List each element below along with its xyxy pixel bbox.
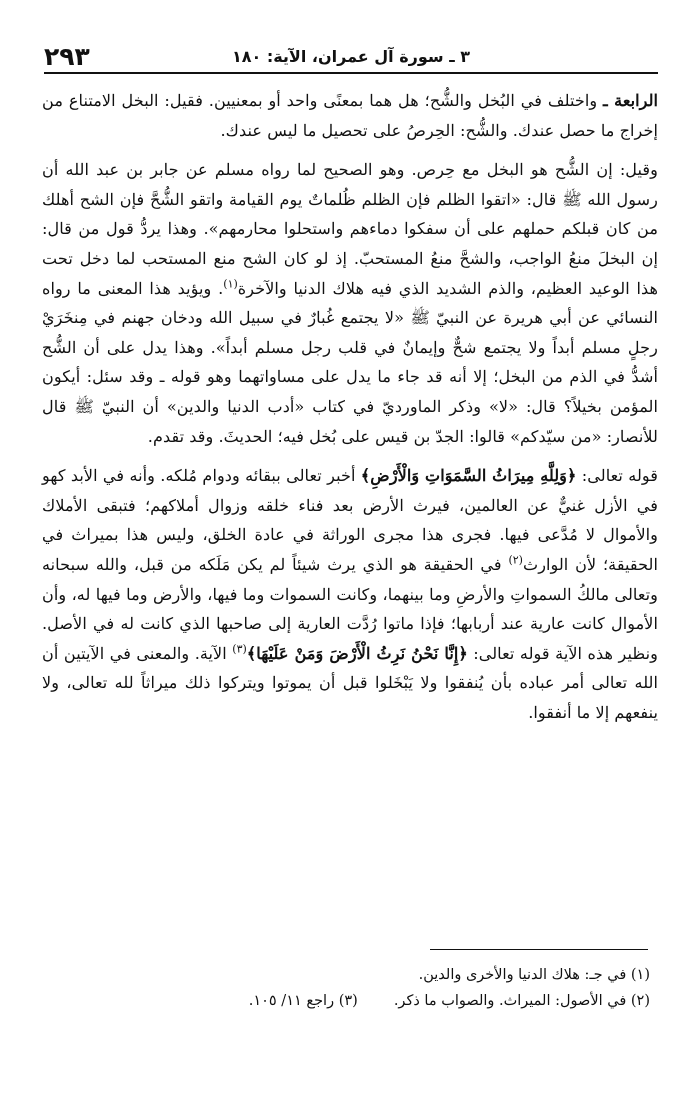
paragraph-text: . ويؤيد هذا المعنى ما رواه النسائي عن أبي هريرة عن النبيّ ﷺ «لا يجتمع غُبارٌ في سبيل الله ودخان جهنم في مِنخَرَيْ رجلٍ مسلم أبداً ولا يجتمع شحٌّ وإيمانٌ في قلب رجل مسلم أبداً». وهذا يدل على أن الشُّح أشدُّ في الذم من البخل؛ إلا أنه قد جاء ما يدل على مساواتهما وهو قوله ـ وقد سئل: أيكون المؤمن بخيلاً؟ قال: «لا» وذكر الماورديّ في كتاب «أدب الدنيا والدين» أن النبيّ ﷺ قال للأنصار: «من سيّدكم» قالوا: الجدّ بن قيس على بُخل فيه؛ الحديثَ. وقد تقدم.: [42, 278, 658, 446]
paragraph-text: قوله تعالى:: [576, 466, 658, 486]
footnote-reference-2: (٢): [508, 553, 523, 567]
section-lead: الرابعة ـ: [603, 91, 659, 110]
page-header: [44, 42, 658, 74]
footnote-divider: [430, 949, 648, 950]
footnote-reference-1: (١): [223, 277, 238, 291]
footnote-reference-3: (٣): [232, 642, 247, 656]
page-number: ٢٩٣: [44, 42, 90, 71]
running-title: ٣ ـ سورة آل عمران، الآية: ١٨٠: [231, 47, 471, 66]
footnote-row: [42, 988, 650, 1014]
main-text: [42, 86, 658, 727]
paragraph-text: واختلف في البُخل والشُّح؛ هل هما بمعنًى واحد أو بمعنيين. فقيل: البخل الامتناع من إخراج ما حصل عندك. والشُّح: الحِرصُ على تحصيل ما ليس عندك.: [42, 91, 658, 140]
paragraph-text: أخبر تعالى ببقائه ودوام مُلكه. وأنه في الأبد كهو في الأزل غنيٌّ عن العالمين، فيرث الأرض بعد فناء خلقه وزوال أملاكهم؛ فتبقى الأملاك والأموال لا مُدَّعى فيها. فجرى هذا مجرى الوراثة في عادة الخلق، وليس هذا بميراث في الحقيقة؛ لأن الوارث: [42, 466, 658, 574]
quran-verse: ﴿وَلِلَّهِ مِيرَاثُ السَّمَوَاتِ وَالْأَرْضِ﴾: [360, 466, 577, 486]
footnote-2: (٢) في الأصول: الميراث. والصواب ما ذكر.: [393, 993, 650, 1009]
paragraph-inheritance: [42, 461, 658, 727]
quran-verse: ﴿إِنَّا نَحْنُ نَرِثُ الْأَرْضَ وَمَنْ عَلَيْهَا﴾: [246, 643, 468, 663]
paragraph-text: الآية. والمعنى في الآيتين أن الله تعالى أمر عباده بأن يُنفقوا ولا يَبْخَلوا قبل أن يموتوا ويتركوا ذلك ميراثاً لله تعالى، ولا ينفعهم إلا ما أنفقوا.: [42, 643, 658, 722]
footnotes: [42, 962, 650, 1014]
footnote-3: (٣) راجع ١١/ ١٠٥.: [248, 993, 358, 1009]
paragraph-text: وقيل: إن الشُّح هو البخل مع حِرص. وهو الصحيح لما رواه مسلم عن جابر بن عبد الله أن رسول الله ﷺ قال: «اتقوا الظلم فإن الظلم ظُلماتٌ يوم القيامة واتقو الشُّحَّ فإن الشح أهلك من كان قبلكم حملهم على أن سفكوا دماءهم واستحلوا محارمهم». وهذا يردُّ قول من قال: إن البخلَ منعُ الواجب، والشحَّ منعُ المستحبّ. إذ لو كان الشح منع المستحب لما دخل تحت هذا الوعيد العظيم، والذم الشديد الذي فيه هلاك الدنيا والآخرة: [42, 160, 659, 298]
footnote-1: (١) في جـ: هلاك الدنيا والأخرى والدين.: [418, 967, 650, 983]
paragraph-hadith: [42, 155, 658, 451]
paragraph-fourth-issue: [42, 86, 658, 145]
paragraph-text: في الحقيقة هو الذي يرث شيئاً لم يكن مَلَكه من قبل، والله سبحانه وتعالى مالكُ السمواتِ والأرضِ وما بينهما، وكانت السموات وما فيها، والأرض وما فيها له، وأن الأموال كانت عارية عند أربابها؛ فإذا ماتوا رُدَّت العارية إلى صاحبها الذي كانت له في الأصل. ونظير هذه الآية قوله تعالى:: [42, 554, 658, 663]
